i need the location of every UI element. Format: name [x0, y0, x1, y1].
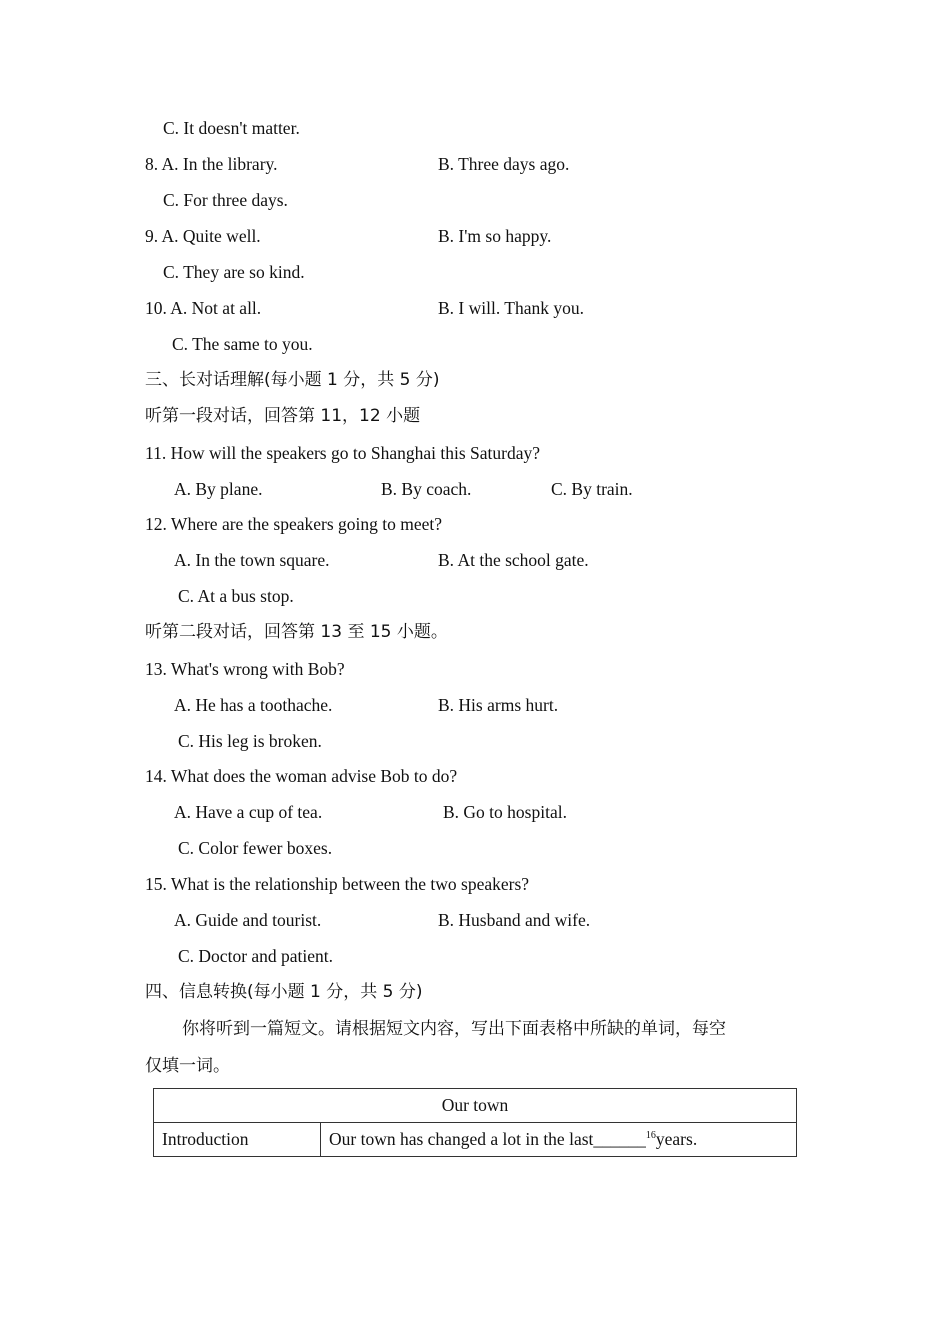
question-13-option-c: C. His leg is broken.	[178, 731, 322, 751]
table-row	[154, 1123, 797, 1157]
question-14-option-a: A. Have a cup of tea.	[174, 802, 323, 822]
info-table	[153, 1088, 797, 1157]
row-content-introduction	[321, 1123, 797, 1157]
question-11-option-c: C. By train.	[551, 479, 633, 499]
option-7c: C. It doesn't matter.	[163, 118, 300, 138]
question-9-option-b: B. I'm so happy.	[438, 226, 552, 246]
question-14: 14. What does the woman advise Bob to do?	[145, 766, 458, 786]
question-10-option-b: B. I will. Thank you.	[438, 298, 584, 318]
question-15-option-b: B. Husband and wife.	[438, 910, 591, 930]
question-14-option-c: C. Color fewer boxes.	[178, 838, 333, 858]
question-12-option-a: A. In the town square.	[174, 550, 330, 570]
dialogue-2-instruction: 听第二段对话，回答第 13 至 15 小题。	[145, 622, 448, 642]
question-15-option-a: A. Guide and tourist.	[174, 910, 322, 930]
section-4-instruction-line-1: 你将听到一篇短文。请根据短文内容，写出下面表格中所缺的单词，每空	[182, 1019, 726, 1039]
question-12: 12. Where are the speakers going to meet?	[145, 514, 443, 534]
question-11: 11. How will the speakers go to Shanghai this Saturday?	[145, 443, 540, 463]
question-15: 15. What is the relationship between the two speakers?	[145, 874, 530, 894]
section-4-instruction-line-2: 仅填一词。	[145, 1056, 230, 1076]
question-11-option-a: A. By plane.	[174, 479, 263, 499]
section-4-heading: 四、信息转换(每小题 1 分，共 5 分)	[145, 982, 423, 1002]
question-10-option-a: 10. A. Not at all.	[145, 298, 262, 318]
question-8-option-a: 8. A. In the library.	[145, 154, 278, 174]
question-13-option-b: B. His arms hurt.	[438, 695, 559, 715]
blank-number-16: 16	[645, 1130, 656, 1141]
fill-in-sentence-end: years.	[655, 1129, 698, 1149]
question-10-option-c: C. The same to you.	[172, 334, 313, 354]
question-12-option-c: C. At a bus stop.	[178, 586, 294, 606]
question-9-option-a: 9. A. Quite well.	[145, 226, 261, 246]
question-13-option-a: A. He has a toothache.	[174, 695, 333, 715]
dialogue-1-instruction: 听第一段对话，回答第 11，12 小题	[145, 406, 421, 426]
table-title: Our town	[154, 1089, 797, 1123]
table-title-row	[154, 1089, 797, 1123]
question-11-option-b: B. By coach.	[381, 479, 472, 499]
question-12-option-b: B. At the school gate.	[438, 550, 589, 570]
row-label-introduction: Introduction	[154, 1123, 321, 1157]
section-3-heading: 三、长对话理解(每小题 1 分，共 5 分)	[145, 370, 440, 390]
question-8-option-b: B. Three days ago.	[438, 154, 570, 174]
question-14-option-b: B. Go to hospital.	[443, 802, 567, 822]
question-13: 13. What's wrong with Bob?	[145, 659, 345, 679]
question-9-option-c: C. They are so kind.	[163, 262, 305, 282]
question-8-option-c: C. For three days.	[163, 190, 288, 210]
question-15-option-c: C. Doctor and patient.	[178, 946, 334, 966]
fill-in-sentence-start: Our town has changed a lot in the last______	[329, 1129, 646, 1149]
